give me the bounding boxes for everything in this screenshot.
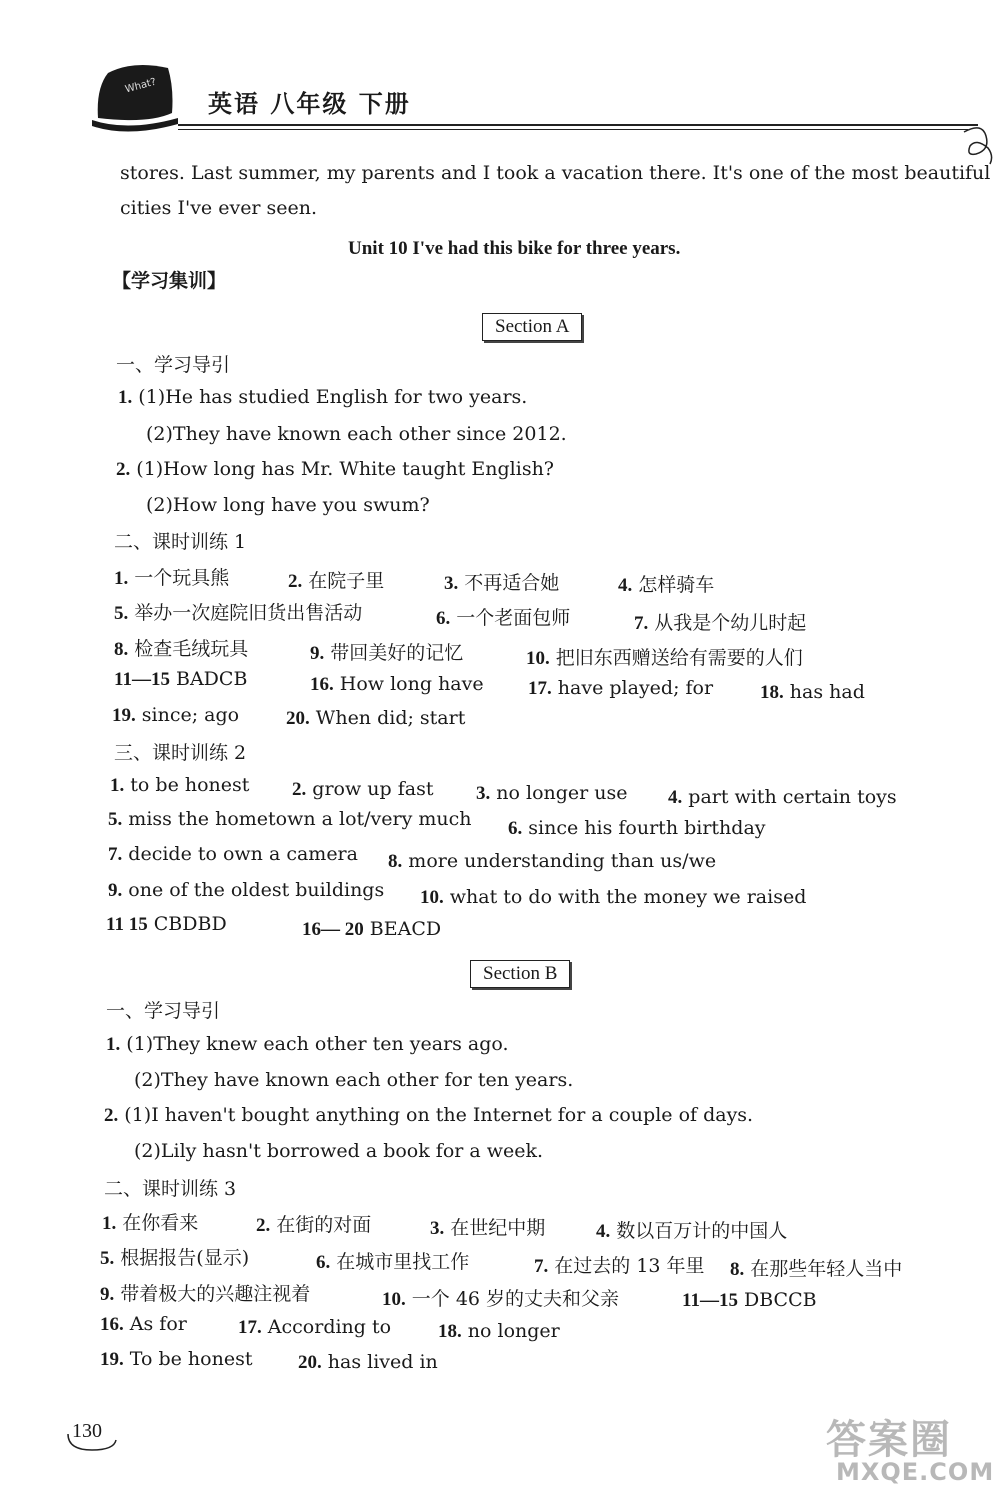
chalkboard-cap-icon — [88, 58, 180, 134]
list-item: (2)Lily hasn't borrowed a book for a week. — [134, 1140, 544, 1162]
section-a-part1-heading: 一、学习导引 — [116, 354, 231, 376]
svg-text:What?: What? — [123, 76, 158, 96]
page-header-title: 英语 八年级 下册 — [208, 89, 411, 118]
list-item: (2)How long have you swum? — [146, 494, 430, 516]
section-a-part3-heading: 三、课时训练 2 — [114, 742, 247, 764]
answer-item: 5. 举办一次庭院旧货出售活动 — [114, 602, 363, 624]
header-rule — [178, 124, 978, 126]
intro-line-2: cities I've ever seen. — [120, 197, 318, 219]
list-item: (2)They have known each other since 2012. — [146, 423, 567, 445]
section-a-tab: Section A — [482, 313, 582, 341]
answer-item: 4. part with certain toys — [668, 786, 897, 808]
unit-title: Unit 10 I've had this bike for three years. — [348, 238, 681, 259]
section-b-part2-heading: 二、课时训练 3 — [104, 1178, 237, 1200]
answer-item: 2. grow up fast — [292, 778, 434, 800]
answer-item: 20. When did; start — [286, 707, 466, 729]
answer-item: 8. 在那些年轻人当中 — [730, 1258, 903, 1280]
answer-item: 3. no longer use — [476, 782, 628, 804]
section-b-part1-heading: 一、学习导引 — [106, 1000, 221, 1022]
list-item: (2)They have known each other for ten years. — [134, 1069, 574, 1091]
answer-item: 16. How long have — [310, 673, 484, 695]
answer-item: 3. 不再适合她 — [444, 572, 560, 594]
answer-item: 10. what to do with the money we raised — [420, 886, 807, 908]
list-item: 1. (1)He has studied English for two years. — [118, 386, 528, 408]
answer-item: 5. 根据报告(显示) — [100, 1247, 250, 1269]
page-number-bracket-icon — [64, 1432, 120, 1454]
answer-item: 11 15 CBDBD — [106, 913, 227, 935]
answer-item: 9. 带着极大的兴趣注视着 — [100, 1283, 311, 1305]
answer-item: 7. decide to own a camera — [108, 843, 358, 865]
answer-item: 6. 在城市里找工作 — [316, 1251, 470, 1273]
list-item: 1. (1)They knew each other ten years ago. — [106, 1033, 509, 1055]
section-label: 【学习集训】 — [112, 270, 227, 292]
page-number: 130 — [72, 1420, 102, 1442]
answer-item: 16— 20 BEACD — [302, 918, 442, 940]
section-b-tab: Section B — [470, 960, 570, 988]
answer-item: 3. 在世纪中期 — [430, 1217, 546, 1239]
answer-item: 6. 一个老面包师 — [436, 607, 571, 629]
answer-item: 10. 一个 46 岁的丈夫和父亲 — [382, 1288, 620, 1310]
answer-item: 4. 数以百万计的中国人 — [596, 1220, 788, 1242]
answer-item: 8. more understanding than us/we — [388, 850, 717, 872]
answer-item: 1. 在你看来 — [102, 1212, 199, 1234]
answer-item: 17. According to — [238, 1316, 392, 1338]
intro-line-1: stores. Last summer, my parents and I took a vacation there. It's one of the most beautiful — [120, 162, 991, 184]
answer-item: 1. to be honest — [110, 774, 250, 796]
answer-item: 8. 检查毛绒玩具 — [114, 638, 249, 660]
answer-item: 9. one of the oldest buildings — [108, 879, 385, 901]
answer-item: 18. no longer — [438, 1320, 560, 1342]
answer-item: 20. has lived in — [298, 1351, 438, 1373]
answer-item: 10. 把旧东西赠送给有需要的人们 — [526, 647, 803, 669]
answer-item: 18. has had — [760, 681, 865, 703]
answer-item: 5. miss the hometown a lot/very much — [108, 808, 472, 830]
answer-item: 16. As for — [100, 1313, 187, 1335]
answer-item: 19. To be honest — [100, 1348, 253, 1370]
quill-flourish-icon — [962, 124, 994, 166]
answer-item: 1. 一个玩具熊 — [114, 567, 230, 589]
list-item: 2. (1)I haven't bought anything on the Internet for a couple of days. — [104, 1104, 754, 1126]
answer-item: 4. 怎样骑车 — [618, 574, 715, 596]
header-rule-thin — [178, 129, 968, 130]
answer-item: 7. 从我是个幼儿时起 — [634, 612, 807, 634]
answer-item: 2. 在街的对面 — [256, 1214, 372, 1236]
answer-item: 17. have played; for — [528, 677, 714, 699]
answer-item: 19. since; ago — [112, 704, 240, 726]
answer-item: 7. 在过去的 13 年里 — [534, 1255, 705, 1277]
section-a-part2-heading: 二、课时训练 1 — [114, 531, 247, 553]
answer-item: 2. 在院子里 — [288, 570, 385, 592]
answer-item: 11—15 DBCCB — [682, 1289, 817, 1311]
watermark-logo: 答案圈 — [826, 1417, 952, 1463]
list-item: 2. (1)How long has Mr. White taught English? — [116, 458, 554, 480]
answer-item: 11—15 BADCB — [114, 668, 248, 690]
answer-item: 6. since his fourth birthday — [508, 817, 766, 839]
answer-item: 9. 带回美好的记忆 — [310, 642, 464, 664]
watermark-url: MXQE.COM — [836, 1458, 995, 1486]
